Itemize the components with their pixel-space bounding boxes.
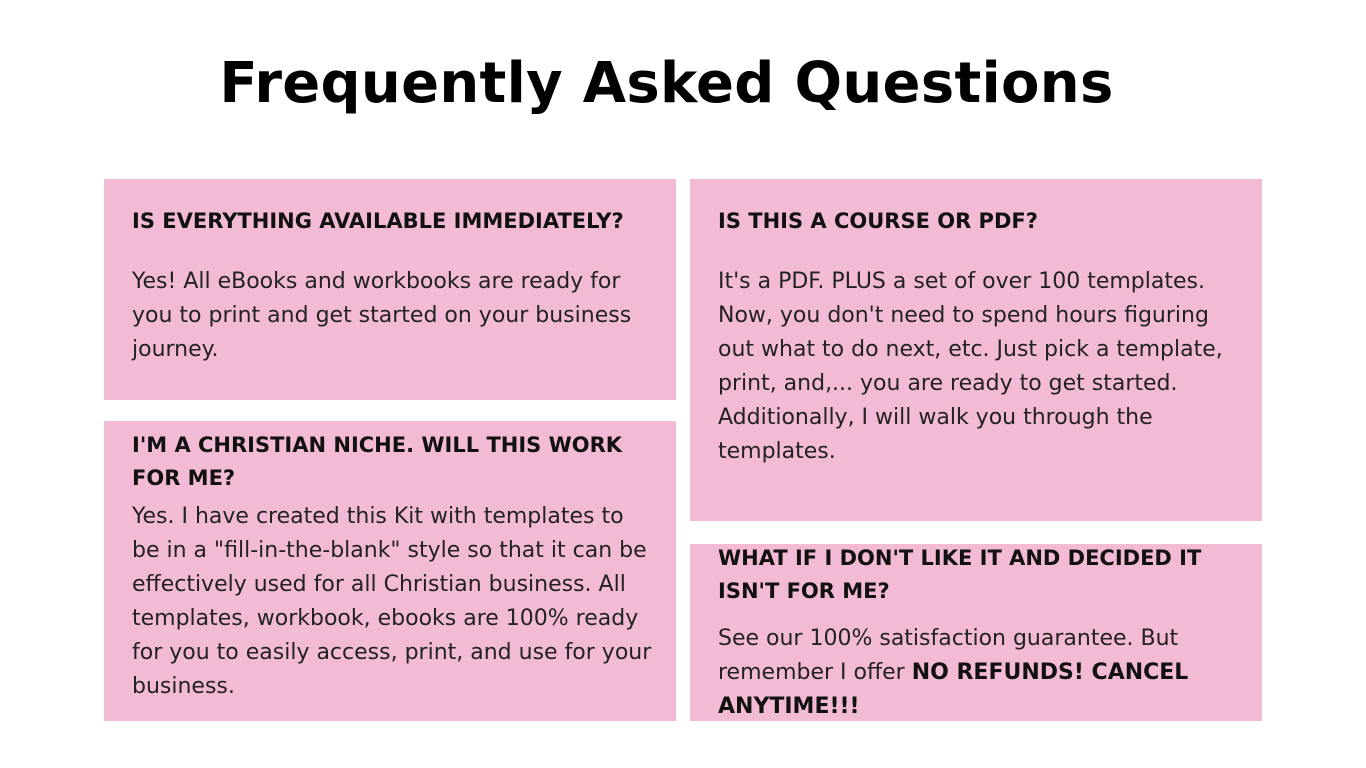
faq-answer bbox=[718, 622, 1242, 724]
faq-card-course-or-pdf bbox=[690, 179, 1262, 521]
faq-question: IS EVERYTHING AVAILABLE IMMEDIATELY? bbox=[132, 209, 624, 233]
faq-card-christian-niche bbox=[104, 421, 676, 721]
faq-answer-text: See our 100% satisfaction guarantee. But remember I offer bbox=[718, 626, 1179, 685]
faq-answer: Yes! All eBooks and workbooks are ready for you to print and get started on your business journey. bbox=[132, 269, 632, 362]
faq-answer: Yes. I have created this Kit with templates to be in a "fill-in-the-blank" style so that it can be effectively used for all Christian business. All templates, workbook, ebooks are 100% ready for you to easily access, print, and use for your business. bbox=[132, 504, 652, 699]
faq-question: WHAT IF I DON'T LIKE IT AND DECIDED IT ISN'T FOR ME? bbox=[718, 546, 1202, 603]
faq-question: IS THIS A COURSE OR PDF? bbox=[718, 209, 1038, 233]
page-title: Frequently Asked Questions bbox=[219, 51, 1114, 116]
faq-answer-emphasis: NO REFUNDS! CANCEL ANYTIME!!! bbox=[718, 660, 1189, 719]
faq-card-refund-policy bbox=[690, 544, 1262, 721]
faq-card-available-immediately bbox=[104, 179, 676, 400]
faq-question: I'M A CHRISTIAN NICHE. WILL THIS WORK FOR ME? bbox=[132, 433, 623, 490]
faq-answer: It's a PDF. PLUS a set of over 100 templates. Now, you don't need to spend hours figuring out what to do next, etc. Just pick a template, print, and,... you are ready to get started. Additionally, I will walk you through the templates. bbox=[718, 269, 1223, 464]
